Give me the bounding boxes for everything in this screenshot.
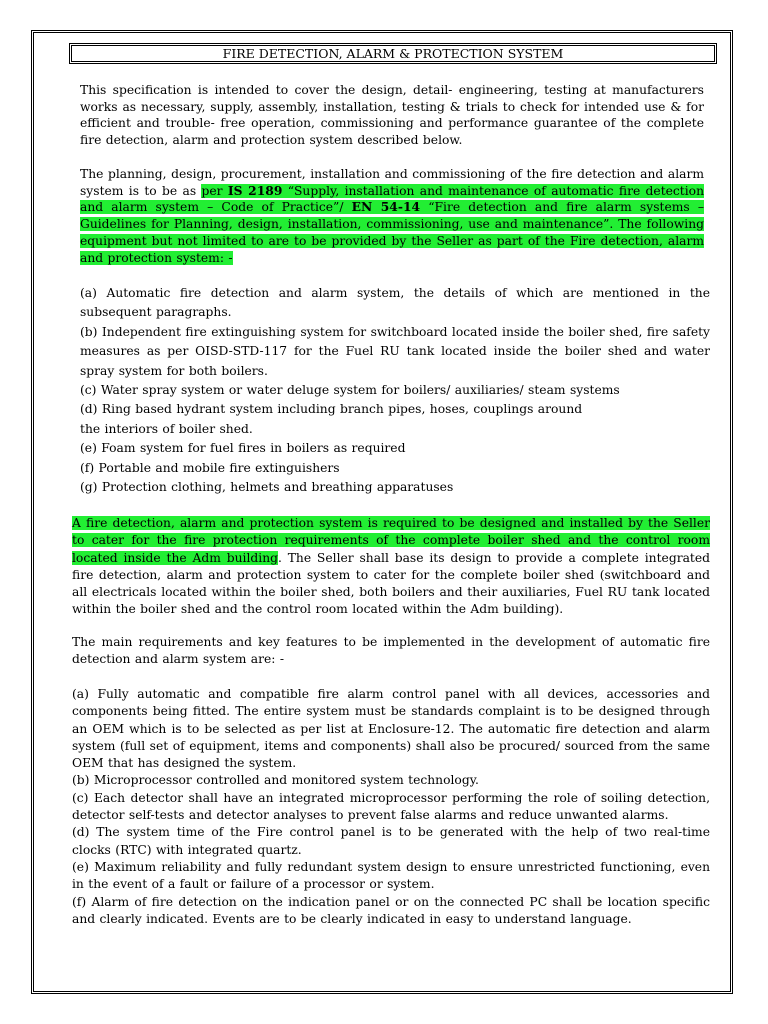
requirement-item: (e) Maximum reliability and fully redundant system design to ensure unrestricted functioning, even in the event of a fault or failure of a processor or system. [72,859,710,892]
intro-paragraph [80,82,704,149]
equipment-item: (d) Ring based hydrant system including branch pipes, hoses, couplings around [80,402,583,417]
requirement-item: (a) Fully automatic and compatible fire alarm control panel with all devices, accessories and components being fitted. The entire system must be standards complaint is to be designed through an OEM which is to be selected as per list at Enclosure-12. The automatic fire detection and alarm system (full set of equipment, items and components) shall also be procured/ sourced from the same OEM that has designed the system. [72,687,710,771]
requirement-item: (c) Each detector shall have an integrated microprocessor performing the role of soiling detection, detector self-tests and detector analyses to prevent false alarms and reduce unwanted alarms. [72,790,710,823]
equipment-item: (g) Protection clothing, helmets and breathing apparatuses [80,480,454,495]
equipment-item: (a) Automatic fire detection and alarm system, the details of which are mentioned in the subsequent paragraphs. [80,286,710,320]
planning-per: per [201,183,228,198]
planning-paragraph [80,166,704,266]
en-title: “Fire detection and fire alarm systems – Guidelines for Planning, design, installation, commissioning, use and maintenance”. The following equipment but not limited to are to be provided by the Seller as part of the Fire detection, alarm and protection system: - [80,200,704,265]
design-highlight: A fire detection, alarm and protection system is required to be designed and installed by the Seller to cater for the fire protection requirements of the complete boiler shed and the control room located inside the Adm building [72,516,710,565]
requirement-item: (f) Alarm of fire detection on the indication panel or on the connected PC shall be location specific and clearly indicated. Events are to be clearly indicated in easy to understand language. [72,894,710,926]
equipment-item: (f) Portable and mobile fire extinguishers [80,460,340,475]
is-title: “Supply, installation and maintenance of automatic fire detection and alarm system – Code of Practice”/ [80,183,705,215]
requirement-item: (d) The system time of the Fire control panel is to be generated with the help of two real-time clocks (RTC) with integrated quartz. [72,825,710,857]
document-title: FIRE DETECTION, ALARM & PROTECTION SYSTEM [69,43,717,64]
equipment-list [80,284,710,497]
design-rest: . The Seller shall base its design to provide a complete integrated fire detection, alarm and protection system to cater for the complete boiler shed (switchboard and all electricals located within the boiler shed, both boilers and their auxiliaries, Fuel RU tank located within the boiler shed and the control room located within the Adm building). [72,550,710,617]
requirements-intro-text: The main requirements and key features to be implemented in the development of automatic fire detection and alarm system are: - [72,635,710,667]
equipment-item: (e) Foam system for fuel fires in boilers as required [80,441,406,456]
equipment-item: (b) Independent fire extinguishing system for switchboard located inside the boiler shed, fire safety measures as per OISD-STD-117 for the Fuel RU tank located inside the boiler shed and water spray system for both boilers. [80,324,710,378]
requirements-intro [72,634,710,669]
equipment-item: (c) Water spray system or water deluge system for boilers/ auxiliaries/ steam systems [80,383,620,398]
equipment-item: the interiors of boiler shed. [80,421,253,436]
planning-pre: The planning, design, procurement, installation and commissioning of the fire detection and alarm system is to be as [80,167,704,198]
requirement-item: (b) Microprocessor controlled and monitored system technology. [72,773,479,788]
requirements-list [72,686,710,928]
en-code: EN 54-14 [351,199,421,215]
is-code: IS 2189 [227,182,283,198]
design-paragraph [72,515,710,619]
intro-text: This specification is intended to cover the design, detail- engineering, testing at manufacturers works as necessary, supply, assembly, installation, testing & trials to check for intended use & for efficient and trouble- free operation, commissioning and performance guarantee of the complete fire detection, alarm and protection system described below. [80,83,704,148]
